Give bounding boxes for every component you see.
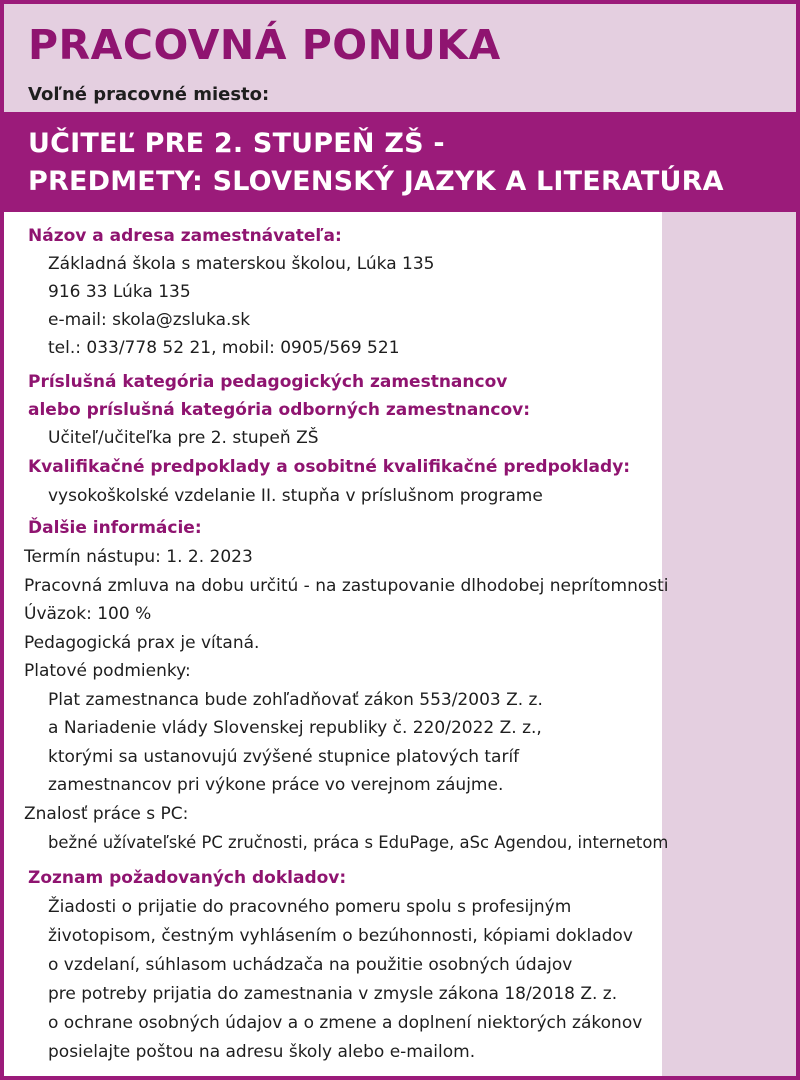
employer-name: Základná škola s materskou školou, Lúka 135 bbox=[48, 254, 435, 274]
info-heading: Ďalšie informácie: bbox=[28, 518, 202, 538]
info-salary-line: a Nariadenie vlády Slovenskej republiky č. 220/2022 Z. z., bbox=[48, 718, 542, 738]
documents-line: o ochrane osobných údajov a o zmene a doplnení niektorých zákonov bbox=[48, 1013, 643, 1033]
info-workload: Úväzok: 100 % bbox=[24, 604, 152, 624]
employer-email: e-mail: skola@zsluka.sk bbox=[48, 310, 251, 330]
info-salary-line: Plat zamestnanca bude zohľadňovať zákon 553/2003 Z. z. bbox=[48, 690, 543, 710]
documents-line: posielajte poštou na adresu školy alebo e-mailom. bbox=[48, 1042, 476, 1062]
documents-line: pre potreby prijatia do zamestnania v zmysle zákona 18/2018 Z. z. bbox=[48, 984, 618, 1004]
position-title-line-1: UČITEĽ PRE 2. STUPEŇ ZŠ - bbox=[28, 128, 445, 159]
qualification-heading: Kvalifikačné predpoklady a osobitné kvalifikačné predpoklady: bbox=[28, 457, 631, 477]
position-title-line-2: PREDMETY: SLOVENSKÝ JAZYK A LITERATÚRA bbox=[28, 166, 724, 197]
employer-phone: tel.: 033/778 52 21, mobil: 0905/569 521 bbox=[48, 338, 400, 358]
info-salary-label: Platové podmienky: bbox=[24, 661, 191, 681]
documents-line: životopisom, čestným vyhlásením o bezúhonnosti, kópiami dokladov bbox=[48, 926, 633, 946]
info-pc-value: bežné užívateľské PC zručnosti, práca s EduPage, aSc Agendou, internetom bbox=[48, 833, 669, 852]
documents-line: o vzdelaní, súhlasom uchádzača na použitie osobných údajov bbox=[48, 955, 573, 975]
position-banner bbox=[4, 112, 796, 212]
info-start-date: Termín nástupu: 1. 2. 2023 bbox=[24, 547, 253, 567]
info-salary-line: zamestnancov pri výkone práce vo verejnom záujme. bbox=[48, 775, 504, 795]
category-heading-line-1: Príslušná kategória pedagogických zamestnancov bbox=[28, 372, 508, 392]
qualification-value: vysokoškolské vzdelanie II. stupňa v príslušnom programe bbox=[48, 486, 543, 506]
category-heading-line-2: alebo príslušná kategória odborných zamestnancov: bbox=[28, 400, 531, 420]
info-practice: Pedagogická prax je vítaná. bbox=[24, 633, 260, 653]
page-subtitle: Voľné pracovné miesto: bbox=[28, 84, 270, 105]
employer-heading: Názov a adresa zamestnávateľa: bbox=[28, 226, 342, 246]
decorative-side-panel bbox=[662, 212, 796, 1076]
documents-line: Žiadosti o prijatie do pracovného pomeru spolu s profesijným bbox=[48, 897, 572, 917]
info-pc-label: Znalosť práce s PC: bbox=[24, 804, 189, 824]
employer-address: 916 33 Lúka 135 bbox=[48, 282, 191, 302]
category-value: Učiteľ/učiteľka pre 2. stupeň ZŠ bbox=[48, 428, 319, 448]
page-title: PRACOVNÁ PONUKA bbox=[28, 21, 501, 69]
documents-heading: Zoznam požadovaných dokladov: bbox=[28, 868, 347, 888]
info-contract: Pracovná zmluva na dobu určitú - na zastupovanie dlhodobej neprítomnosti bbox=[24, 576, 669, 596]
header-panel bbox=[4, 0, 796, 112]
info-salary-line: ktorými sa ustanovujú zvýšené stupnice platových taríf bbox=[48, 747, 520, 767]
